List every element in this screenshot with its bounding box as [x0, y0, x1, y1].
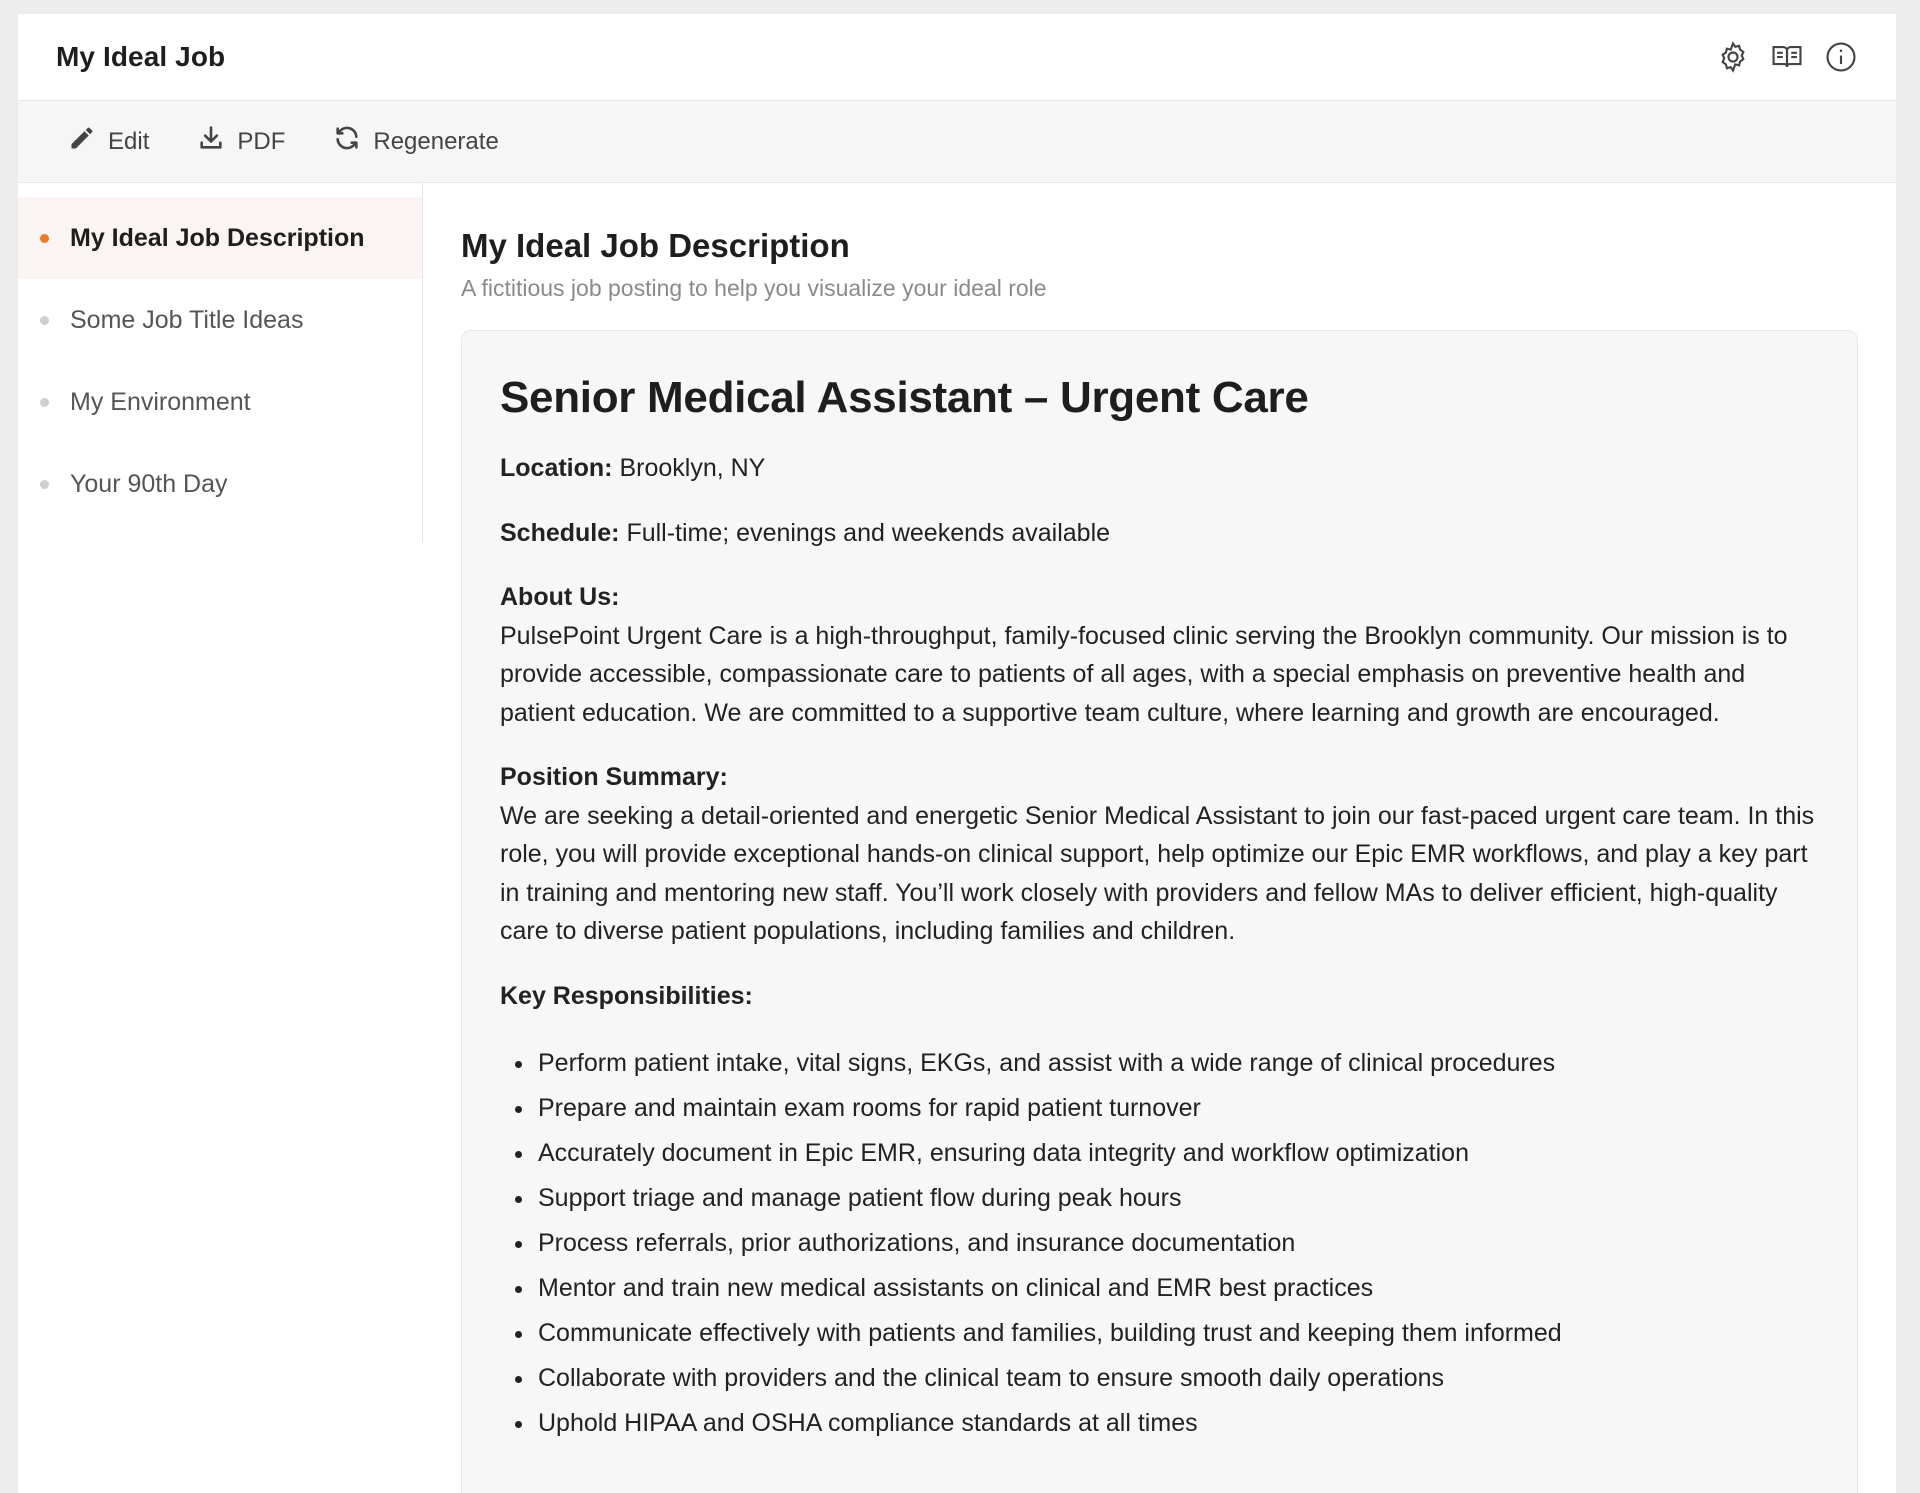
sidebar-item-label: Some Job Title Ideas: [70, 305, 304, 334]
summary-heading: Position Summary:: [500, 763, 728, 791]
app-header: [18, 14, 1896, 101]
edit-button[interactable]: [68, 124, 149, 159]
sidebar-item-label: My Ideal Job Description: [70, 223, 365, 252]
job-description-card: [461, 330, 1858, 1493]
refresh-icon: [333, 124, 361, 159]
list-item: Perform patient intake, vital signs, EKGs, and assist with a wide range of clinical procedures: [500, 1041, 1817, 1086]
dot-icon: [40, 480, 49, 489]
sidebar-item-label: My Environment: [70, 387, 251, 416]
list-item: Support triage and manage patient flow during peak hours: [500, 1176, 1817, 1221]
summary-text: We are seeking a detail-oriented and energetic Senior Medical Assistant to join our fast-paced urgent care team. In this role, you will provide exceptional hands-on clinical support, help optimize our Epic EMR workflows, and play a key part in training and mentoring new staff. You’ll work closely with providers and fellow MAs to deliver efficient, high-quality care to diverse patient populations, including families and children.: [500, 801, 1815, 945]
schedule-row: [500, 514, 1817, 553]
sidebar-item-90th-day[interactable]: [18, 443, 422, 525]
list-item: Prepare and maintain exam rooms for rapid patient turnover: [500, 1086, 1817, 1131]
pdf-button[interactable]: [197, 124, 285, 159]
list-item: Process referrals, prior authorizations, and insurance documentation: [500, 1221, 1817, 1266]
download-icon: [197, 124, 225, 159]
toolbar: [18, 101, 1896, 183]
location-label: Location:: [500, 454, 613, 482]
dot-icon: [40, 398, 49, 407]
list-item: Uphold HIPAA and OSHA compliance standards at all times: [500, 1401, 1817, 1446]
sidebar-item-my-environment[interactable]: [18, 361, 422, 443]
list-item: Accurately document in Epic EMR, ensuring data integrity and workflow optimization: [500, 1131, 1817, 1176]
edit-label: Edit: [108, 127, 150, 155]
info-icon[interactable]: [1824, 40, 1858, 74]
schedule-value: Full-time; evenings and weekends available: [626, 518, 1111, 547]
list-item: Collaborate with providers and the clinical team to ensure smooth daily operations: [500, 1356, 1817, 1401]
sidebar: [18, 183, 423, 542]
job-title: Senior Medical Assistant – Urgent Care: [500, 373, 1309, 422]
list-item: Mentor and train new medical assistants on clinical and EMR best practices: [500, 1266, 1817, 1311]
schedule-label: Schedule:: [500, 518, 620, 547]
page-subtitle: A fictitious job posting to help you visualize your ideal role: [461, 275, 1047, 301]
pencil-icon: [68, 124, 96, 159]
header-actions: [1716, 40, 1858, 74]
about-text: PulsePoint Urgent Care is a high-throughput, family-focused clinic serving the Brooklyn community. Our mission is to provide accessible, compassionate care to patients of all ages, with a special emphasis on preventive health and patient education. We are committed to a supportive team culture, where learning and growth are encouraged.: [500, 621, 1788, 727]
location-value: Brooklyn, NY: [619, 454, 766, 482]
book-icon[interactable]: [1770, 40, 1804, 74]
pdf-label: PDF: [237, 127, 286, 155]
sidebar-item-label: Your 90th Day: [70, 469, 228, 498]
dot-icon: [40, 316, 49, 325]
gear-icon[interactable]: [1716, 40, 1750, 74]
page-title: My Ideal Job Description: [461, 227, 850, 264]
sidebar-item-job-title-ideas[interactable]: [18, 279, 422, 361]
content-area: [18, 183, 1896, 1493]
regenerate-label: Regenerate: [373, 127, 499, 155]
active-dot-icon: [40, 234, 49, 243]
app-window: [18, 14, 1896, 1493]
main-panel: [423, 183, 1896, 1493]
responsibilities-heading: Key Responsibilities:: [500, 981, 753, 1010]
about-heading: About Us:: [500, 583, 620, 611]
app-title: My Ideal Job: [56, 41, 226, 72]
list-item: Communicate effectively with patients and families, building trust and keeping them informed: [500, 1311, 1817, 1356]
responsibilities-list: [500, 1041, 1817, 1446]
sidebar-item-ideal-job-description[interactable]: [18, 197, 422, 279]
regenerate-button[interactable]: [333, 124, 498, 159]
location-row: [500, 449, 1817, 488]
